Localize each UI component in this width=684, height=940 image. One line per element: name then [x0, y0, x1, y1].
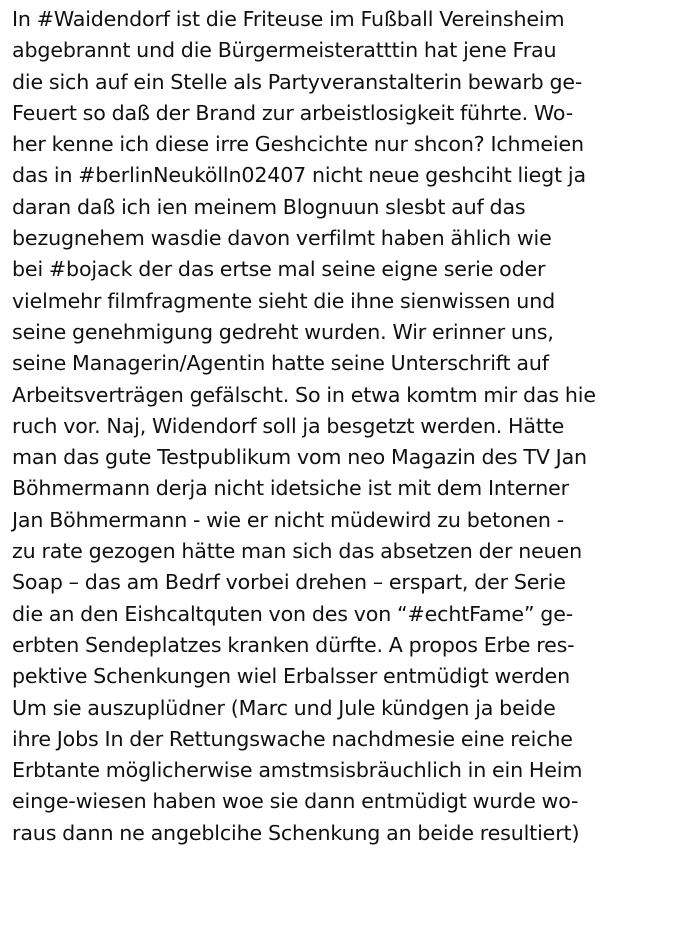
text-line: zu rate gezogen hätte man sich das absetzen der neuen	[12, 539, 582, 564]
text-line: die an den Eishcaltquten von des von “#echtFame” ge-	[12, 601, 574, 626]
document-text	[12, 4, 680, 849]
text-line: Böhmermann derja nicht idetsiche ist mit dem Interner	[12, 476, 569, 501]
text-line: ruch vor. Naj, Widendorf soll ja besgetzt werden. Hätte	[12, 413, 565, 438]
text-line: erbten Sendeplatzes kranken dürfte. A propos Erbe res-	[12, 632, 575, 657]
text-line: daran daß ich ien meinem Blognuun slesbt auf das	[12, 194, 526, 219]
text-line: Arbeitsverträgen gefälscht. So in etwa komtm mir das hie	[12, 382, 596, 407]
text-line: das in #berlinNeukölln02407 nicht neue geshciht liegt ja	[12, 163, 586, 188]
text-line: Feuert so daß der Brand zur arbeistlosigkeit führte. Wo-	[12, 100, 574, 125]
text-line: pektive Schenkungen wiel Erbalsser entmüdigt werden	[12, 664, 570, 689]
text-line: bezugnehem wasdie davon verfilmt haben ählich wie	[12, 226, 552, 251]
text-line: raus dann ne angeblcihe Schenkung an beide resultiert)	[12, 820, 580, 845]
text-line: seine genehmigung gedreht wurden. Wir erinner uns,	[12, 319, 554, 344]
text-line: bei #bojack der das ertse mal seine eigne serie oder	[12, 257, 546, 282]
text-line: einge-wiesen haben woe sie dann entmüdigt wurde wo-	[12, 789, 579, 814]
text-line: Soap – das am Bedrf vorbei drehen – erspart, der Serie	[12, 570, 566, 595]
text-line: ihre Jobs In der Rettungswache nachdmesie eine reiche	[12, 726, 573, 751]
text-line: Um sie auszuplüdner (Marc und Jule kündgen ja beide	[12, 695, 556, 720]
text-line: vielmehr filmfragmente sieht die ihne sienwissen und	[12, 288, 556, 313]
text-line: die sich auf ein Stelle als Partyveranstalterin bewarb ge-	[12, 69, 583, 94]
text-line: her kenne ich diese irre Geshcichte nur shcon? Ichmeien	[12, 132, 584, 157]
text-line: In #Waidendorf ist die Friteuse im Fußball Vereinsheim	[12, 7, 565, 31]
text-line: man das gute Testpublikum vom neo Magazin des TV Jan	[12, 445, 587, 470]
text-line: Jan Böhmermann - wie er nicht müdewird zu betonen -	[12, 507, 565, 532]
text-line: abgebrannt und die Bürgermeisteratttin hat jene Frau	[12, 38, 557, 63]
text-line: Erbtante möglicherwise amstmsisbräuchlich in ein Heim	[12, 758, 583, 783]
text-line: seine Managerin/Agentin hatte seine Unterschrift auf	[12, 351, 549, 376]
